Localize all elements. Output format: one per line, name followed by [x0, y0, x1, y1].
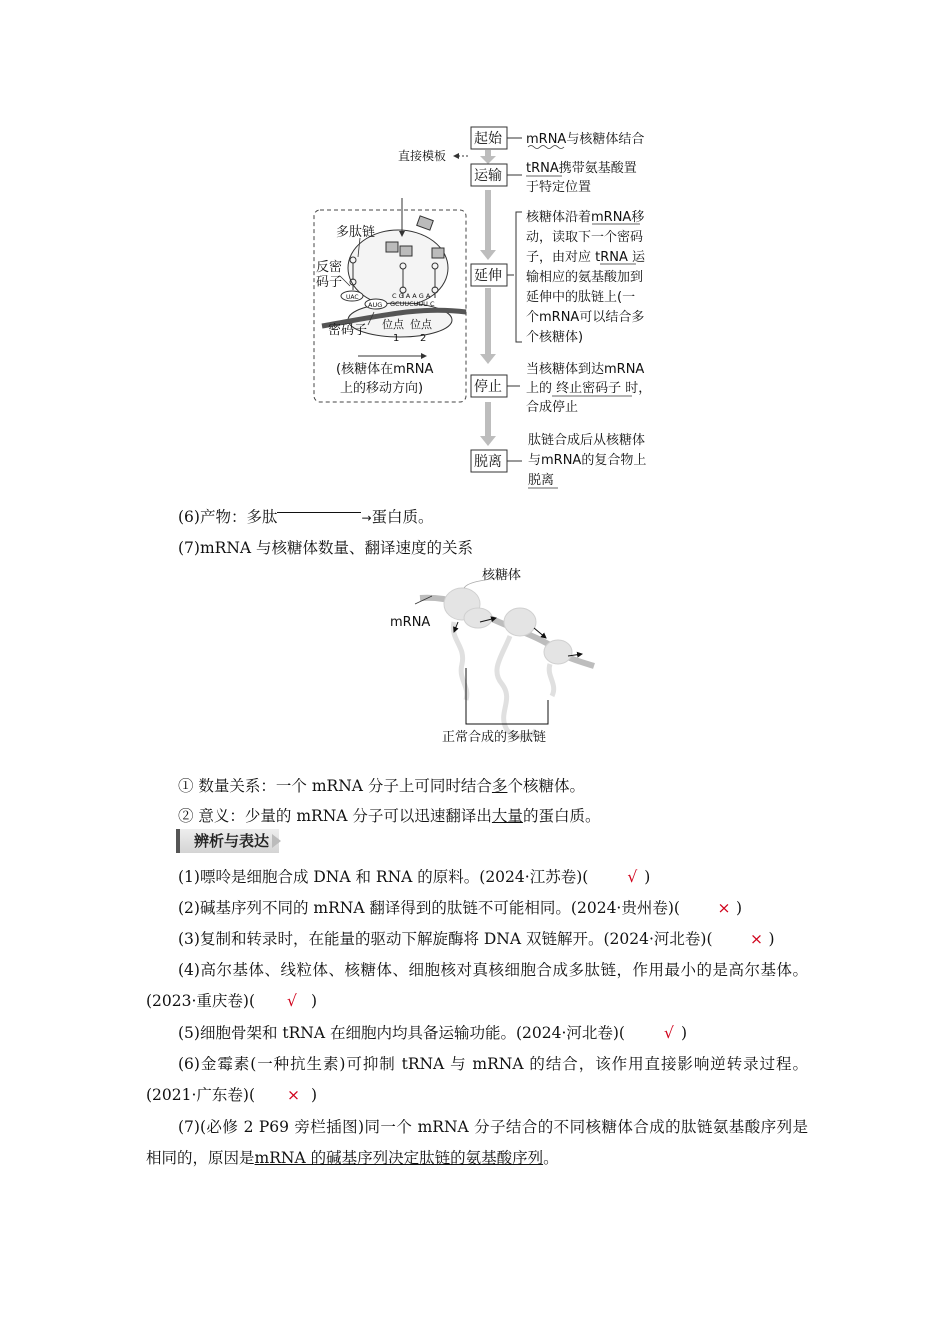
svg-text:1: 1 [393, 333, 400, 344]
quantity-relation-line: ① 数量关系：一个 mRNA 分子上可同时结合多个核糖体。 [178, 777, 585, 795]
svg-text:tRNA携带氨基酸置: tRNA携带氨基酸置 [526, 161, 637, 176]
wrong-mark: × [287, 1086, 301, 1104]
relation-heading: (7)mRNA 与核糖体数量、翻译速度的关系 [178, 539, 474, 557]
svg-text:当核糖体到达mRNA: 当核糖体到达mRNA [526, 362, 645, 377]
svg-text:动，读取下一个密码: 动，读取下一个密码 [526, 230, 644, 245]
direction-label-2: 上的移动方向) [340, 381, 424, 396]
polypeptide-chain-label: 正常合成的多肽链 [442, 730, 547, 745]
svg-text:2: 2 [420, 333, 427, 344]
anticodon-label-1: 反密 [316, 260, 343, 275]
svg-text:合成停止: 合成停止 [526, 400, 579, 415]
svg-text:脱离: 脱离 [474, 454, 502, 470]
codon-label: 密码子 [328, 323, 368, 338]
ribosome-3 [544, 640, 572, 664]
product-line: (6)产物：多肽 →蛋白质。 [178, 508, 434, 526]
significance-line: ② 意义：少量的 mRNA 分子可以迅速翻译出大量的蛋白质。 [178, 807, 601, 825]
svg-text:起始: 起始 [474, 131, 502, 147]
svg-text:延伸: 延伸 [474, 268, 502, 284]
flow-arrows [480, 150, 496, 446]
svg-text:与mRNA的复合物上: 与mRNA的复合物上 [528, 453, 647, 468]
svg-text:位点: 位点 [410, 318, 432, 331]
translation-process-diagram [300, 120, 700, 500]
svg-text:GCUUCUUU C: GCUUCUUU C [390, 300, 435, 308]
svg-text:于特定位置: 于特定位置 [526, 180, 592, 195]
ribosome-label: 核糖体 [482, 568, 522, 583]
judgement-item-2: (2)碱基序列不同的 mRNA 翻译得到的肽链不可能相同。(2024·贵州卷)( × ) [146, 893, 808, 924]
section-title: 辨析与表达 [176, 829, 279, 853]
svg-text:AUG: AUG [368, 301, 383, 309]
direct-template-label: 直接模板 [398, 149, 447, 163]
judgement-item-4: (4)高尔基体、线粒体、核糖体、细胞核对真核细胞合成多肽链，作用最小的是高尔基体。(2023·重庆卷)( √ ) [146, 955, 808, 1017]
judgement-item-1: (1)嘌呤是细胞合成 DNA 和 RNA 的原料。(2024·江苏卷)( √ ) [146, 862, 808, 893]
svg-text:运输: 运输 [474, 168, 502, 184]
judgement-item-3: (3)复制和转录时，在能量的驱动下解旋酶将 DNA 双链解开。(2024·河北卷)( × ) [146, 924, 808, 955]
svg-text:个mRNA可以结合多: 个mRNA可以结合多 [526, 310, 645, 325]
svg-text:停止: 停止 [474, 379, 502, 395]
ribosome-2 [504, 608, 536, 636]
section-title-arrow-icon [272, 834, 281, 848]
svg-text:子，由对应 tRNA 运: 子，由对应 tRNA 运 [526, 250, 646, 265]
svg-text:上的 终止密码子 时，: 上的 终止密码子 时， [526, 381, 652, 396]
svg-text:脱离: 脱离 [528, 473, 555, 488]
direction-label-1: (核糖体在mRNA [336, 362, 434, 377]
correct-mark: √ [627, 868, 638, 886]
svg-text:核糖体沿着mRNA移: 核糖体沿着mRNA移 [526, 210, 645, 225]
svg-text:mRNA与核糖体结合: mRNA与核糖体结合 [526, 132, 645, 147]
svg-text:输相应的氨基酸加到: 输相应的氨基酸加到 [526, 270, 644, 285]
judgement-item-6: (6)金霉素(一种抗生素)可抑制 tRNA 与 mRNA 的结合，该作用直接影响逆转录过程。(2021·广东卷)( × ) [146, 1049, 808, 1111]
svg-text:个核糖体): 个核糖体) [526, 330, 584, 345]
svg-text:位点: 位点 [382, 318, 404, 331]
judgement-item-5: (5)细胞骨架和 tRNA 在细胞内均具备运输功能。(2024·河北卷)( √ ) [146, 1018, 808, 1049]
judgement-item-7: (7)(必修 2 P69 旁栏插图)同一个 mRNA 分子结合的不同核糖体合成的肽链氨基酸序列是相同的，原因是mRNA 的碱基序列决定肽链的氨基酸序列。 [146, 1118, 808, 1167]
correct-mark: √ [664, 1024, 674, 1042]
wrong-mark: × [717, 899, 731, 917]
svg-text:肽链合成后从核糖体: 肽链合成后从核糖体 [528, 433, 646, 448]
svg-text:C G A A G A: C G A A G A [392, 292, 431, 300]
svg-text:UAC: UAC [346, 294, 359, 301]
svg-text:延伸中的肽链上(一: 延伸中的肽链上(一 [526, 290, 636, 305]
wrong-mark: × [750, 930, 764, 948]
polypeptide-label: 多肽链 [336, 225, 376, 240]
mrna-label: mRNA [390, 615, 431, 630]
polysome-diagram [370, 560, 610, 750]
correct-mark: √ [287, 992, 297, 1010]
anticodon-label-2: 码子 [316, 275, 343, 290]
